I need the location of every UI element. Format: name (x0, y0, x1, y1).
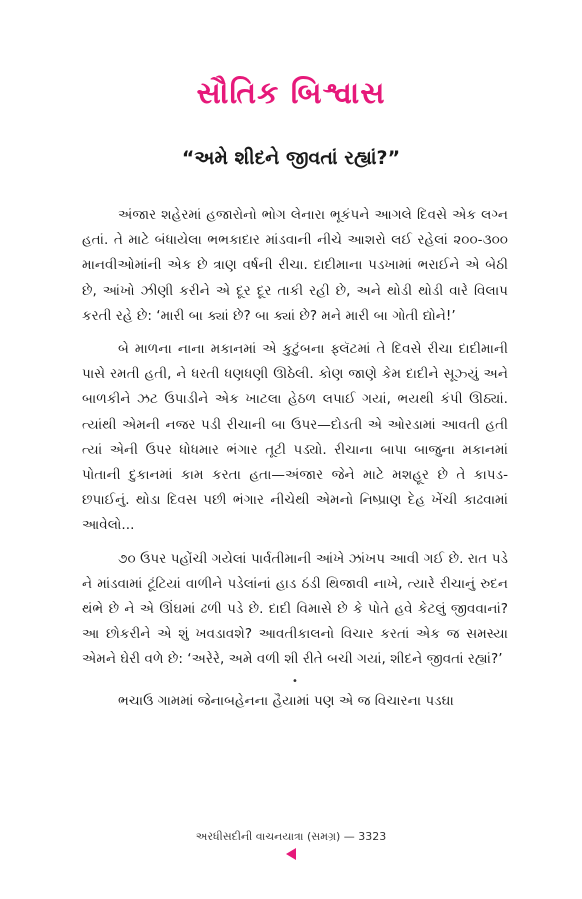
article-body (82, 203, 508, 722)
page-footer: અરધીસદીની વાચનયાત્રા (સમગ્ર) — 3323 (195, 830, 387, 843)
triangle-left-icon[interactable] (286, 848, 296, 860)
author-name: સૌતિક બિશ્વાસ (196, 76, 386, 111)
paragraph-3: ૭૦ ઉપર પહોંચી ગયેલાં પાર્વતીમાની આંખે ઝાંખપ આવી ગઈ છે. રાત પડે ને માંડવામાં ટૂંટિયાં વાળીને પડેલાંનાં હાડ ઠંડી થિજાવી નાખે, ત્યારે રીચાનું રુદન થંભે છે ને એ ઊંઘમાં ઢળી પડે છે. દાદી વિમાસે છે કે પોતે હવે કેટલું જીવવાનાં? આ છોકરીને એ શું ખવડાવશે? આવતીકાલનો વિચાર કરતાં એક જ સમસ્યા એમને ઘેરી વળે છે: ‘અરેરે, અમે વળી શી રીતે બચી ગયાં, શીદને જીવતાં રહ્યાં?’ (82, 550, 508, 668)
paragraph-1: અંજાર શહેરમાં હજારોનો ભોગ લેનારા ભૂકંપને આગલે દિવસે એક લગ્ન હતાં. તે માટે બંધાયેલા ભભકાદાર માંડવાની નીચે આશરો લઈ રહેલાં ૨૦૦-૩૦૦ માનવીઓમાંની એક છે ત્રાણ વર્ષની રીચા. દાદીમાના પડખામાં ભરાઈને એ બેઠી છે, આંખો ઝીણી કરીને એ દૂર દૂર તાકી રહી છે, અને થોડી થોડી વારે વિલાપ કરતી રહે છે: ‘મારી બા ક્યાં છે? બા ક્યાં છે? મને મારી બા ગોતી દ્યોને!’ (82, 207, 508, 324)
section-separator: • (292, 675, 298, 687)
paragraph-4: ભચાઉ ગામમાં જેનાબહેનના હૈયામાં પણ એ જ વિચારના પડઘા (118, 692, 454, 709)
paragraph-2: બે માળના નાના મકાનમાં એ કુટુંબના ફ્લૅટમાં તે દિવસે રીચા દાદીમાની પાસે રમતી હતી, ને ધરતી ધણધણી ઊઠેલી. કોણ જાણે કેમ દાદીને સૂઝ્યું અને બાળકીને ઝટ ઉપાડીને એક ખાટલા હેઠળ લપાઈ ગયાં, ભયથી કંપી ઊઠ્યાં. ત્યાંથી એમની નજર પડી રીચાની બા ઉપર—દોડતી એ ઓરડામાં આવતી હતી ત્યાં એની ઉપર ધોધમાર ભંગાર તૂટી પડ્યો. રીચાના બાપા બાજુના મકાનમાં પોતાની દુકાનમાં કામ કરતા હતા—અંજાર જેને માટે મશહૂર છે તે કાપડ-છપાઈનું. થોડા દિવસ પછી ભંગાર નીચેથી એમનો નિષ્પ્રાણ દેહ ખેંચી કાઢવામાં આવેલો... (82, 341, 508, 534)
article-title: “અમે શીદને જીવતાં રહ્યાં?” (181, 147, 401, 169)
